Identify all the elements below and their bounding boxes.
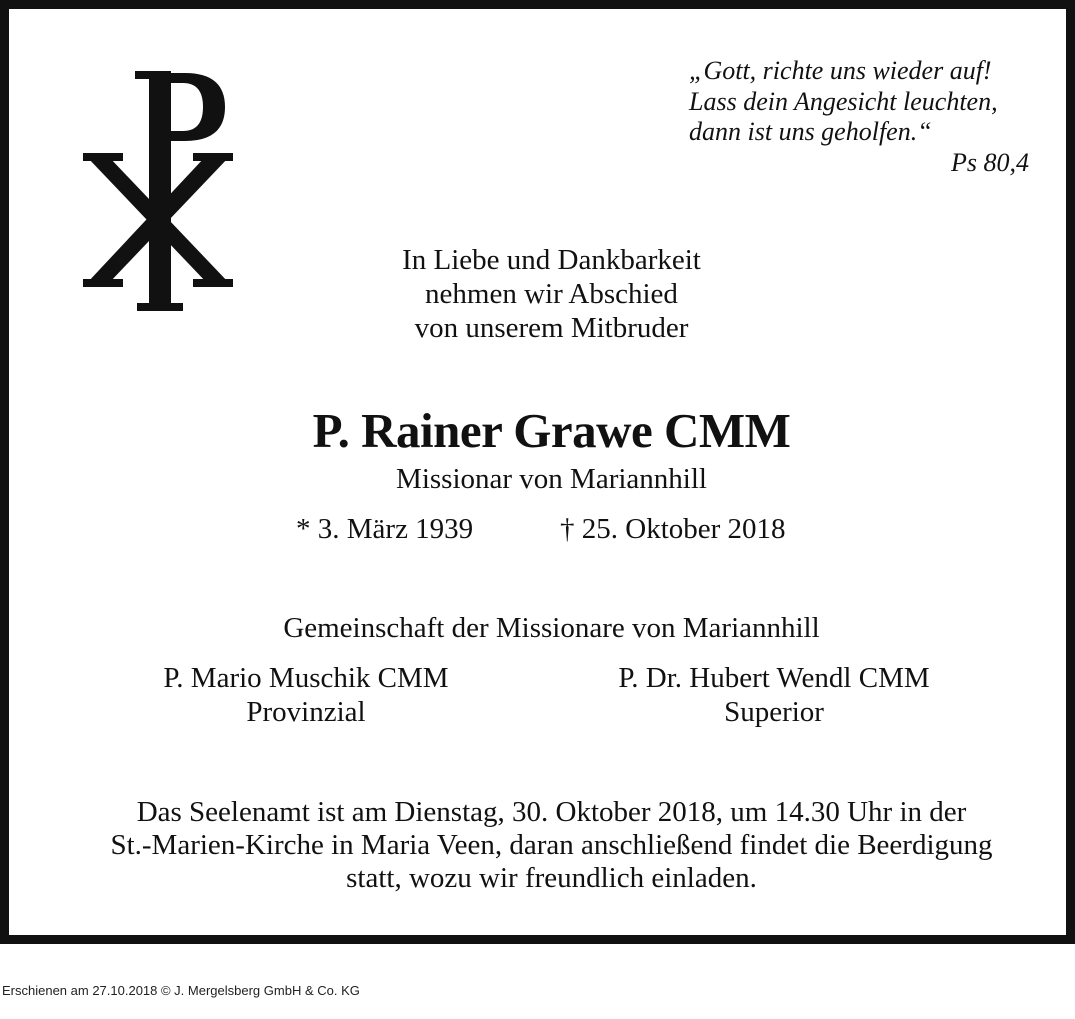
quote-reference: Ps 80,4 [951,147,1029,177]
intro-line: nehmen wir Abschied [425,278,678,310]
quote-line: dann ist uns geholfen.“ [689,117,932,146]
signatory-left [91,661,521,729]
signatory-right [559,661,989,729]
quote-line: „Gott, richte uns wieder auf! [689,56,992,85]
psalm-quote [689,56,1029,178]
publication-footer: Erschienen am 27.10.2018 © J. Mergelsberg GmbH & Co. KG [2,983,360,998]
signatory-title: Superior [724,696,824,728]
birth-date: * 3. März 1939 [296,513,474,545]
intro-line: von unserem Mitbruder [414,312,689,344]
intro-line: In Liebe und Dankbarkeit [402,244,701,276]
signatory-title: Provinzial [246,696,366,728]
service-line: St.-Marien-Kirche in Maria Veen, daran anschließend findet die Beerdigung [110,829,993,861]
service-line: statt, wozu wir freundlich einladen. [346,862,757,894]
chi-rho-icon [75,61,243,321]
deceased-name: P. Rainer Grawe CMM [312,403,791,458]
signatory-name: P. Mario Muschik CMM [163,662,449,694]
quote-line: Lass dein Angesicht leuchten, [689,86,998,116]
community-name: Gemeinschaft der Missionare von Mariannhill [283,612,820,644]
signatory-name: P. Dr. Hubert Wendl CMM [618,662,930,694]
service-info [49,796,1054,895]
intro-text [309,243,794,345]
service-line: Das Seelenamt ist am Dienstag, 30. Oktober 2018, um 14.30 Uhr in der [136,796,967,828]
death-date: † 25. Oktober 2018 [560,513,786,545]
deceased-role: Missionar von Mariannhill [396,463,707,495]
